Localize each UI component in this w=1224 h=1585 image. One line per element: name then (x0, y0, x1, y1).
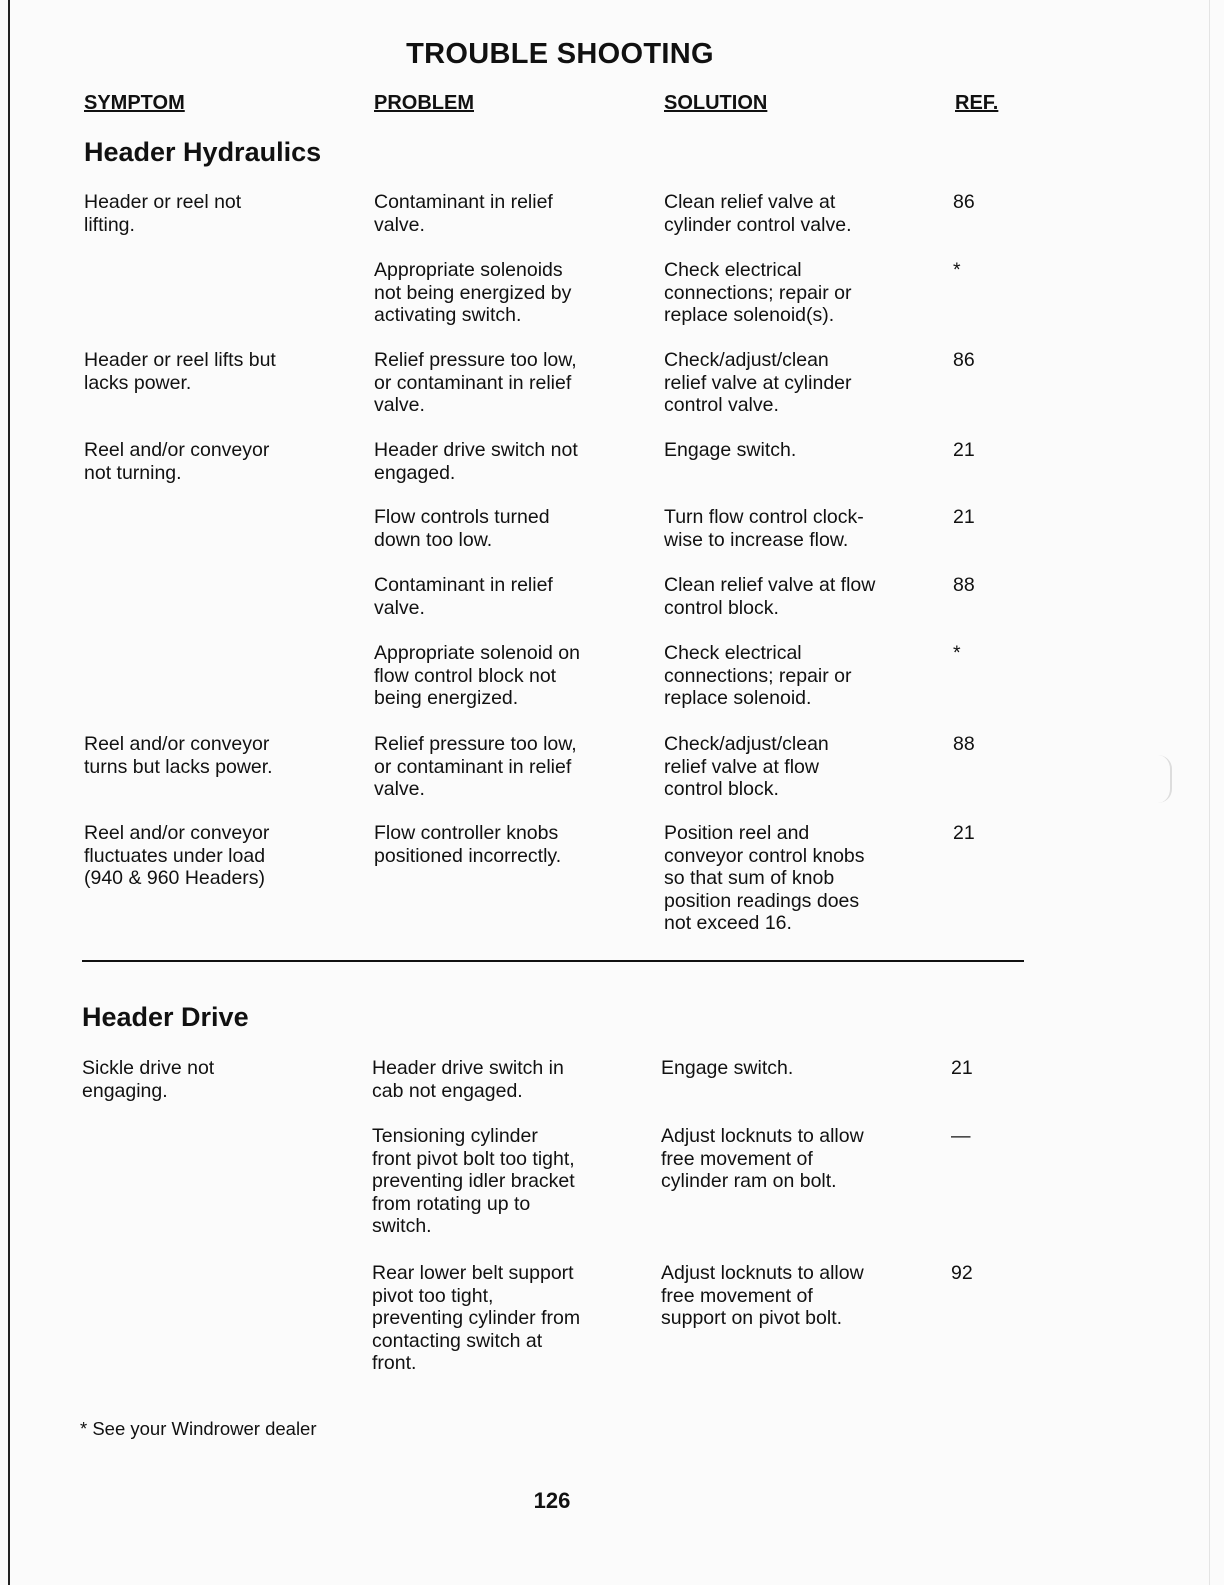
problem-cell: Header drive switch not engaged. (374, 439, 578, 484)
symptom-cell: Sickle drive not engaging. (82, 1057, 215, 1102)
section-divider (82, 960, 1024, 962)
ref-cell: 86 (953, 349, 975, 371)
problem-cell: Tensioning cylinder front pivot bolt too tight, preventing idler bracket from rotating up to switch. (372, 1125, 575, 1237)
symptom-cell: Reel and/or conveyor not turning. (84, 439, 270, 484)
ref-cell: * (953, 259, 961, 281)
ref-cell: 21 (953, 506, 975, 528)
problem-cell: Flow controller knobs positioned incorrectly. (374, 822, 562, 867)
problem-cell: Header drive switch in cab not engaged. (372, 1057, 564, 1102)
section-heading: Header Drive (82, 1002, 249, 1032)
problem-cell: Appropriate solenoids not being energized by activating switch. (374, 259, 572, 326)
problem-cell: Appropriate solenoid on flow control block not being energized. (374, 642, 580, 709)
page-left-edge (8, 0, 10, 1585)
ref-cell: * (953, 642, 961, 664)
column-header-ref: REF. (955, 92, 999, 114)
problem-cell: Relief pressure too low, or contaminant in relief valve. (374, 733, 577, 800)
solution-cell: Check/adjust/clean relief valve at cylinder control valve. (664, 349, 852, 416)
solution-cell: Turn flow control clock- wise to increase flow. (664, 506, 864, 551)
ref-cell: 21 (953, 822, 975, 844)
problem-cell: Relief pressure too low, or contaminant in relief valve. (374, 349, 577, 416)
column-header-symptom: SYMPTOM (84, 92, 185, 114)
problem-cell: Contaminant in relief valve. (374, 574, 553, 619)
problem-cell: Contaminant in relief valve. (374, 191, 553, 236)
symptom-cell: Header or reel not lifting. (84, 191, 242, 236)
problem-cell: Rear lower belt support pivot too tight, preventing cylinder from contacting switch at front. (372, 1262, 581, 1374)
symptom-cell: Reel and/or conveyor fluctuates under load (940 & 960 Headers) (84, 822, 270, 889)
solution-cell: Adjust locknuts to allow free movement of support on pivot bolt. (661, 1262, 864, 1329)
problem-cell: Flow controls turned down too low. (374, 506, 550, 551)
page-right-edge (1209, 0, 1210, 1585)
page-number: 126 (533, 1488, 571, 1513)
solution-cell: Position reel and conveyor control knobs so that sum of knob position readings does not exceed 16. (664, 822, 865, 934)
ref-cell: 88 (953, 574, 975, 596)
column-header-problem: PROBLEM (374, 92, 474, 114)
ref-cell: 21 (953, 439, 975, 461)
ref-cell: 92 (951, 1262, 973, 1284)
ref-cell: 86 (953, 191, 975, 213)
ref-cell: 21 (951, 1057, 973, 1079)
solution-cell: Check electrical connections; repair or replace solenoid(s). (664, 259, 852, 326)
ref-cell: 88 (953, 733, 975, 755)
page-title: TROUBLE SHOOTING (406, 38, 714, 70)
symptom-cell: Reel and/or conveyor turns but lacks power. (84, 733, 273, 778)
ref-cell: — (951, 1125, 971, 1147)
scan-artifact (1158, 755, 1172, 803)
section-heading: Header Hydraulics (84, 137, 322, 167)
solution-cell: Engage switch. (661, 1057, 794, 1079)
symptom-cell: Header or reel lifts but lacks power. (84, 349, 276, 394)
solution-cell: Clean relief valve at flow control block. (664, 574, 876, 619)
solution-cell: Check electrical connections; repair or replace solenoid. (664, 642, 852, 709)
solution-cell: Engage switch. (664, 439, 797, 461)
column-header-solution: SOLUTION (664, 92, 768, 114)
solution-cell: Check/adjust/clean relief valve at flow control block. (664, 733, 829, 800)
solution-cell: Adjust locknuts to allow free movement of cylinder ram on bolt. (661, 1125, 864, 1192)
footnote: * See your Windrower dealer (80, 1418, 317, 1439)
solution-cell: Clean relief valve at cylinder control valve. (664, 191, 852, 236)
